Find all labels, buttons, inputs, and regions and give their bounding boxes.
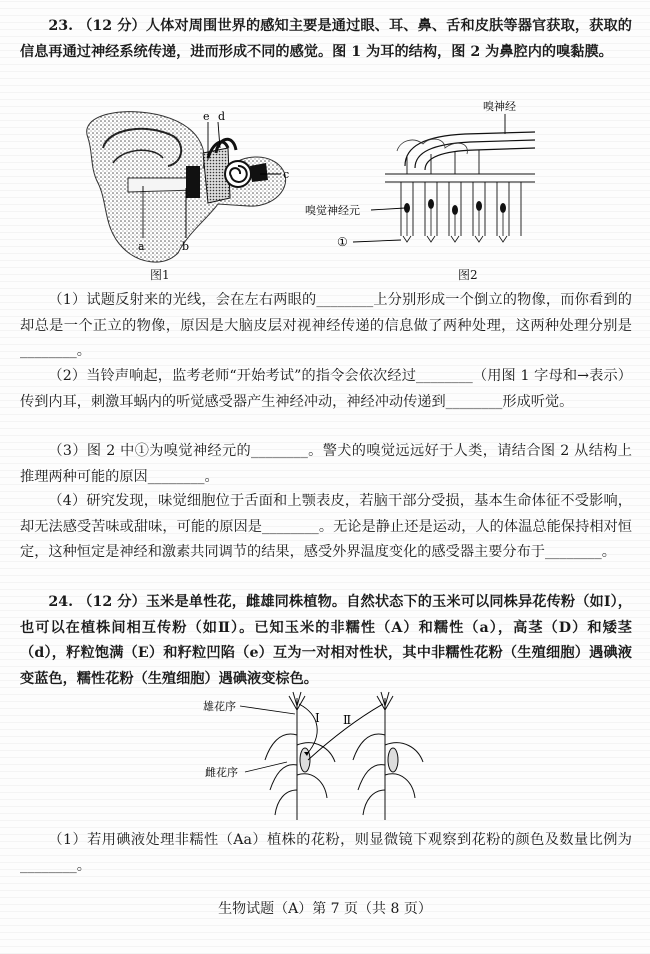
q23-sub1: （1）试题反射来的光线，会在左右两眼的________上分别形成一个倒立的物像，而你看到的却总是一个正立的物像，原因是大脑皮层对视神经传递的信息做了两种处理，这两种处理分别是________。 [20,292,632,359]
q23-sub3: （3）图 2 中①为嗅觉神经元的________。警犬的嗅觉远远好于人类，请结合图 2 从结构上推理两种可能的原因________。 [20,443,632,485]
ear-structure-figure [68,108,298,268]
q23-sub2: （2）当铃声响起，监考老师“开始考试”的指令会依次经过________（用图 1 字母和→表示）传到内耳，刺激耳蜗内的听觉感受器产生神经冲动，神经冲动传递到________形成听觉。 [20,368,632,410]
olfactory-mucosa-figure [305,96,545,261]
label-d: d [218,110,226,123]
label-female-inflorescence: 雌花序 [205,766,238,779]
label-I: Ⅰ [315,711,320,725]
label-a: a [138,240,145,253]
label-e: e [203,110,210,123]
label-olfactory-nerve: 嗅神经 [483,100,516,113]
q24-intro: 24. （12 分）玉米是单性花，雌雄同株植物。自然状态下的玉米可以同株异花传粉（如Ⅰ），也可以在植株间相互传粉（如Ⅱ）。已知玉米的非糯性（A）和糯性（a），高茎（D）和矮茎（d），籽粒饱满（E）和籽粒凹陷（e）互为一对相对性状，其中非糯性花粉（生殖细胞）遇碘液变蓝色，糯性花粉（生殖细胞）遇碘液变棕色。 [20,594,632,687]
q24-sub1: （1）若用碘液处理非糯性（Aa）植株的花粉，则显微镜下观察到花粉的颜色及数量比例为________。 [20,832,632,874]
label-b: b [182,240,190,253]
label-olfactory-neuron: 嗅觉神经元 [305,204,360,217]
q23-sub4: （4）研究发现，味觉细胞位于舌面和上颚表皮，若脑干部分受损，基本生命体征不受影响，却无法感受苦味或甜味，可能的原因是________。无论是静止还是运动，人的体温总能保持相对恒定，这种恒定是神经和激素共同调节的结果，感受外界温度变化的感受器主要分布于________。 [20,493,632,560]
corn-pollination-figure [195,690,465,825]
fig1-caption: 图1 [150,268,170,282]
fig2-caption: 图2 [458,268,478,282]
label-c: c [283,168,290,181]
label-circle-1: ① [337,235,348,249]
q23-intro: 23. （12 分）人体对周围世界的感知主要是通过眼、耳、鼻、舌和皮肤等器官获取，获取的信息再通过神经系统传递，进而形成不同的感觉。图 1 为耳的结构，图 2 为鼻腔内的嗅黏膜。 [20,18,632,60]
label-male-inflorescence: 雄花序 [203,700,236,713]
page-footer: 生物试题（A）第 7 页（共 8 页） [218,901,432,917]
label-II: Ⅱ [343,713,352,727]
